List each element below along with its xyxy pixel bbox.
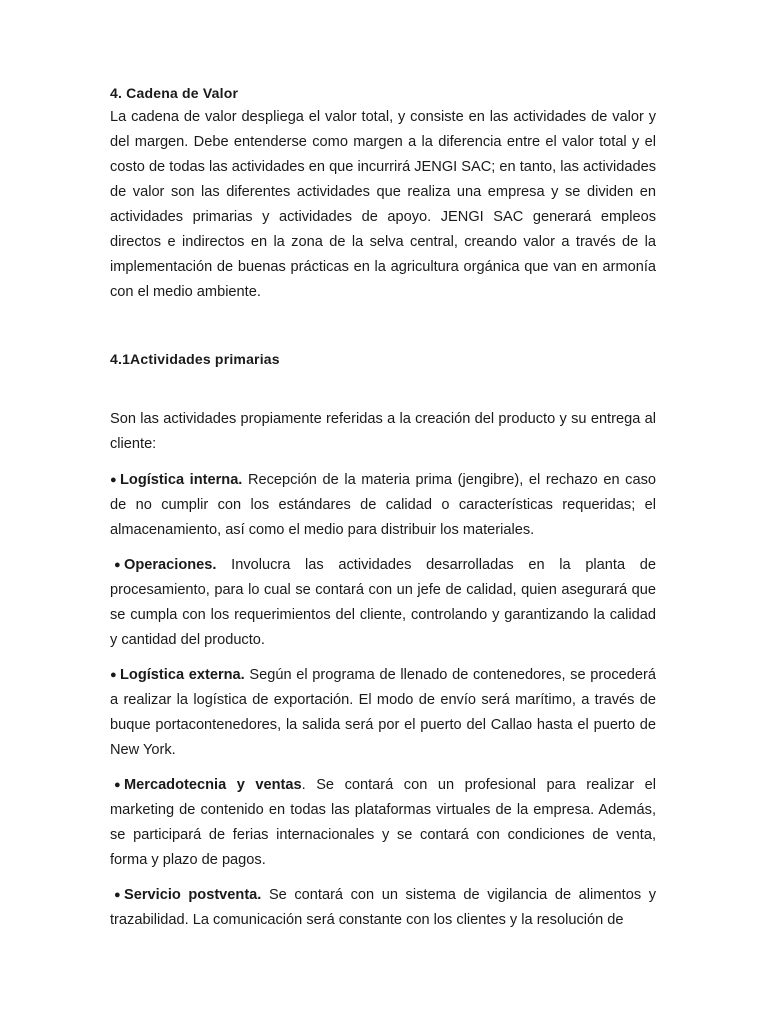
- subsection-intro: Son las actividades propiamente referidas a la creación del producto y su entrega al cliente:: [110, 411, 656, 452]
- section-paragraph: La cadena de valor despliega el valor total, y consiste en las actividades de valor y del margen. Debe entenderse como margen a la diferencia entre el valor total y el costo de todas las actividades en que incurrirá JENGI SAC; en tanto, las actividades de valor son las diferentes actividades que realiza una empresa y se dividen en actividades primarias y actividades de apoyo. JENGI SAC generará empleos directos e indirectos en la zona de la selva central, creando valor a través de la implementación de buenas prácticas en la agricultura orgánica que van en armonía con el medio ambiente.: [110, 109, 656, 300]
- document-content: [110, 83, 656, 933]
- list-item-logistica-externa: [110, 663, 656, 763]
- item-text: Recepción de la materia prima (jengibre), el rechazo en caso de no cumplir con los estándares de calidad o características requeridas; el almacenamiento, así como el medio para distribuir los materiales.: [110, 472, 657, 538]
- section-heading: 4. Cadena de Valor: [110, 85, 239, 101]
- list-item-servicio-postventa: [110, 883, 656, 933]
- bullet-icon: ●: [114, 559, 121, 571]
- item-text: Se contará con un sistema de vigilancia de alimentos y trazabilidad. La comunicación será constante con los clientes y la resolución de: [110, 887, 656, 928]
- item-term: Logística interna.: [120, 472, 243, 488]
- item-term: Logística externa.: [120, 667, 245, 683]
- list-item-logistica-interna: [110, 468, 656, 543]
- bullet-icon: ●: [114, 779, 121, 791]
- list-item-mercadotecnia: [110, 773, 656, 873]
- bullet-icon: ●: [110, 669, 117, 681]
- list-item-operaciones: [110, 553, 656, 653]
- item-text: Involucra las actividades desarrolladas en la planta de procesamiento, para lo cual se contará con un jefe de calidad, quien asegurará que se cumpla con los requerimientos del cliente, controlando y garantizando la calidad y cantidad del producto.: [110, 557, 656, 648]
- bullet-icon: ●: [114, 889, 121, 901]
- item-text: . Se contará con un profesional para realizar el marketing de contenido en todas las plataformas virtuales de la empresa. Además, se participará de ferias internacionales y se contará con condiciones de venta, forma y plazo de pagos.: [110, 777, 656, 868]
- item-term: Mercadotecnia y ventas: [124, 777, 302, 793]
- bullet-icon: ●: [110, 474, 117, 486]
- item-term: Operaciones.: [124, 557, 217, 573]
- item-term: Servicio postventa.: [124, 887, 262, 903]
- subsection-heading: 4.1Actividades primarias: [110, 351, 280, 367]
- item-text: Según el programa de llenado de contenedores, se procederá a realizar la logística de exportación. El modo de envío será marítimo, a través de buque portacontenedores, la salida será por el puerto del Callao hasta el puerto de New York.: [110, 667, 656, 758]
